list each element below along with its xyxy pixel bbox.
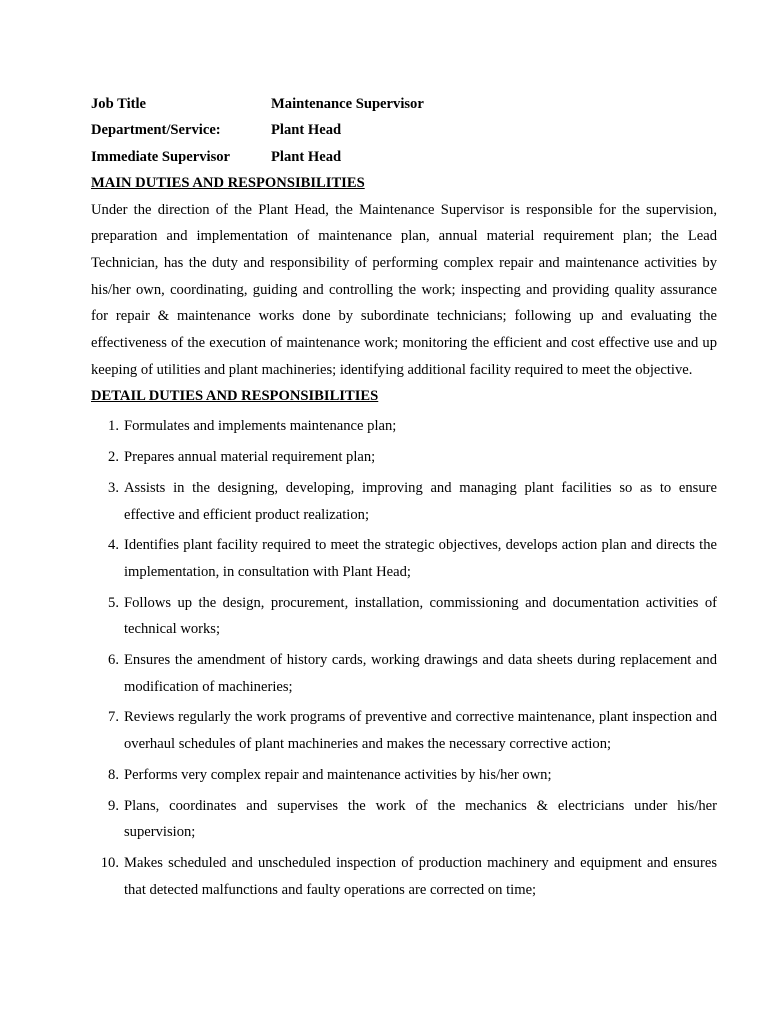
list-item	[91, 444, 717, 471]
list-item-text: Makes scheduled and unscheduled inspection of production machinery and equipment and ensures that detected malfunctions and faulty operations are corrected on time;	[124, 854, 717, 898]
list-item-number: 2.	[108, 449, 119, 466]
list-item-number: 10.	[100, 854, 119, 871]
detail-duties-heading: DETAIL DUTIES AND RESPONSIBILITIES	[91, 387, 379, 404]
job-title-row	[91, 91, 717, 118]
list-item	[91, 850, 717, 903]
main-duties-paragraph: Under the direction of the Plant Head, the Maintenance Supervisor is responsible for the supervision, preparation and implementation of maintenance plan, annual material requirement plan; the Lead Technician, has the duty and responsibility of performing complex repair and maintenance activities by his/her own, coordinating, guiding and controlling the work; inspecting and providing quality assurance for repair & maintenance works done by subordinate technicians; following up and evaluating the effectiveness of the execution of maintenance work; monitoring the efficient and cost effective use and up keeping of utilities and plant machineries; identifying additional facility required to meet the objective.	[91, 201, 717, 378]
detail-duties-list	[91, 413, 717, 903]
list-item-number: 4.	[108, 537, 119, 554]
list-item-text: Ensures the amendment of history cards, working drawings and data sheets during replacement and modification of machineries;	[124, 652, 717, 695]
department-label: Department/Service:	[91, 122, 221, 139]
list-item-text: Plans, coordinates and supervises the work of the mechanics & electricians under his/her supervision;	[124, 797, 717, 841]
list-item-text: Formulates and implements maintenance plan;	[124, 418, 397, 435]
supervisor-label: Immediate Supervisor	[91, 148, 231, 165]
list-item-text: Follows up the design, procurement, installation, commissioning and documentation activities of technical works;	[124, 594, 717, 638]
list-item-number: 1.	[108, 418, 119, 435]
list-item-text: Performs very complex repair and maintenance activities by his/her own;	[124, 766, 552, 783]
list-item-number: 6.	[108, 652, 119, 669]
supervisor-value: Plant Head	[271, 148, 342, 165]
list-item	[91, 647, 717, 700]
list-item-number: 5.	[108, 594, 119, 611]
job-title-label: Job Title	[91, 95, 147, 112]
department-value: Plant Head	[271, 122, 342, 139]
list-item-number: 3.	[108, 479, 119, 496]
document-page	[91, 91, 717, 907]
list-item	[91, 793, 717, 846]
list-item-number: 7.	[108, 709, 119, 726]
main-duties-heading: MAIN DUTIES AND RESPONSIBILITIES	[91, 175, 365, 191]
supervisor-row	[91, 144, 717, 171]
list-item-text: Prepares annual material requirement plan;	[124, 449, 376, 466]
list-item-text: Identifies plant facility required to meet the strategic objectives, develops action plan and directs the implementation, in consultation with Plant Head;	[124, 537, 717, 580]
list-item	[91, 704, 717, 757]
job-title-value: Maintenance Supervisor	[271, 95, 424, 112]
list-item	[91, 762, 717, 789]
list-item-text: Assists in the designing, developing, improving and managing plant facilities so as to ensure effective and efficient product realization;	[124, 479, 717, 523]
list-item	[91, 590, 717, 643]
list-item-number: 9.	[108, 797, 119, 814]
list-item-number: 8.	[108, 766, 119, 783]
list-item	[91, 532, 717, 585]
list-item	[91, 413, 717, 440]
list-item	[91, 475, 717, 528]
list-item-text: Reviews regularly the work programs of preventive and corrective maintenance, plant inspection and overhaul schedules of plant machineries and makes the necessary corrective action;	[124, 709, 717, 753]
department-row	[91, 118, 717, 145]
